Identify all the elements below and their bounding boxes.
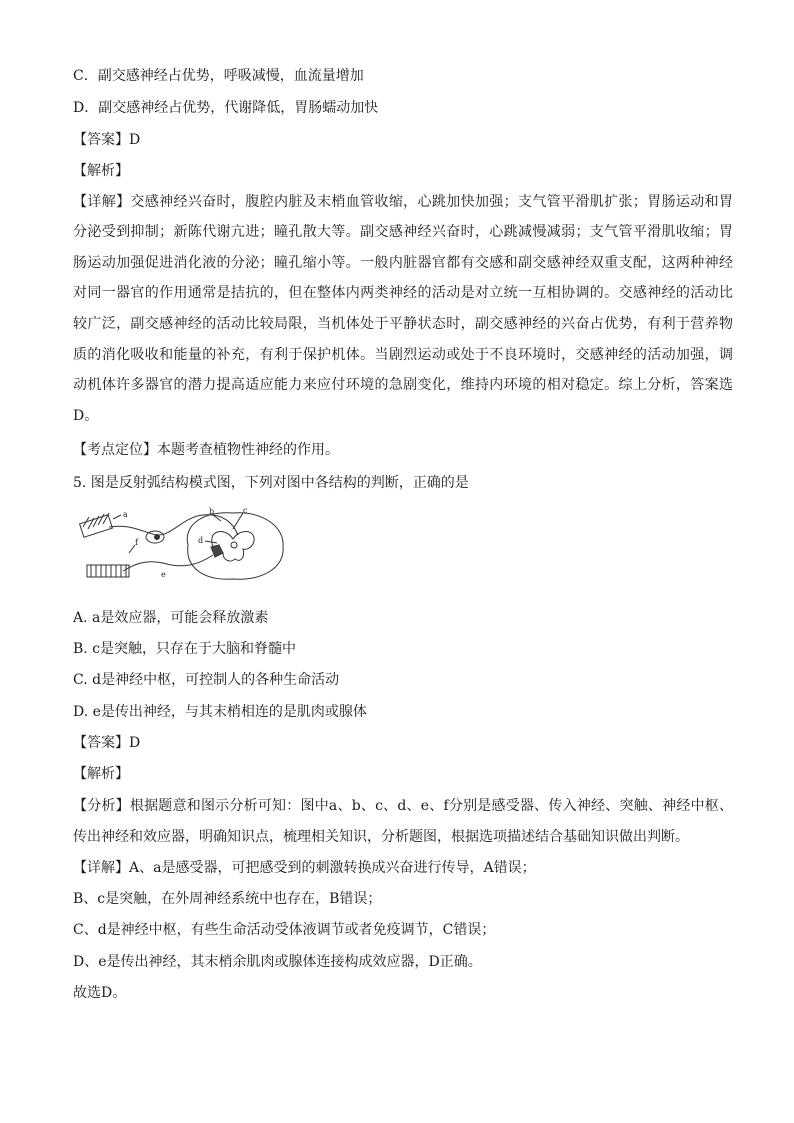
q4-detail-line: D。 [73,408,99,424]
q5-option-d: D. e是传出神经，与其末梢相连的是肌肉或腺体 [73,704,367,720]
q4-detail-line: 对同一器官的作用通常是拮抗的，但在整体内两类神经的活动是对立统一互相协调的。交感神经的活动比 [73,285,733,301]
efferent-nerve [123,555,213,571]
q5-option-c: C. d是神经中枢，可控制人的各种生命活动 [73,672,340,688]
label-b: b [209,507,215,516]
label-f: f [135,538,138,547]
q4-detail-line: 质的消化吸收和能量的补充，有利于保护机体。当剧烈运动或处于不良环境时，交感神经的活动加强，调 [73,347,733,363]
q5-conclusion: 故选D。 [73,985,127,1001]
label-d: d [198,536,204,545]
leader-d [205,541,217,543]
q5-analysis-line: 传出神经和效应器，明确知识点，梳理相关知识，分析题图，根据选项描述结合基础知识做出判断。 [73,829,689,845]
effector-block [87,565,129,577]
q5-detail-line: B、c是突触，在外周神经系统中也存在，B错误； [73,891,382,907]
q4-detail-line: 肠运动加强促进消化液的分泌；瞳孔缩小等。一般内脏器官都有交感和副交感神经双重支配，这两种神经 [73,255,733,271]
q5-detail-line: 【详解】A、a是感受器，可把感受到的刺激转换成兴奋进行传导，A错误； [73,860,536,876]
q4-exam-point: 【考点定位】本题考查植物性神经的作用。 [73,442,339,458]
central-canal [231,542,237,548]
spinal-cord [187,513,283,579]
leader-c [233,513,243,529]
q4-option-c: C．副交感神经占优势，呼吸减慢，血流量增加 [73,68,364,84]
label-c: c [243,506,248,515]
q4-answer: 【答案】D [73,132,141,148]
label-e: e [161,570,166,579]
reflex-arc-figure [73,505,293,587]
q4-detail-line: 动机体许多器官的潜力提高适应能力来应付环境的急剧变化，维持内环境的相对稳定。综上分析，答案选 [73,377,733,393]
q5-answer: 【答案】D [73,735,141,751]
q5-analysis-label: 【解析】 [73,766,129,782]
label-a: a [123,510,128,519]
q4-analysis-label: 【解析】 [73,163,129,179]
q5-detail-line: C、d是神经中枢，有些生命活动受体液调节或者免疫调节，C错误； [73,922,496,938]
q4-detail-line: 【详解】交感神经兴奋时，腹腔内脏及末梢血管收缩，心跳加快加强；支气管平滑肌扩张；胃肠运动和胃 [73,194,733,210]
q4-detail-line: 较广泛，副交感神经的活动比较局限，当机体处于平静状态时，副交感神经的兴奋占优势，有利于营养物 [73,316,733,332]
q5-option-b: B. c是突触，只存在于大脑和脊髓中 [73,641,297,657]
q4-option-d: D．副交感神经占优势，代谢降低，胃肠蠕动加快 [73,100,379,116]
q5-analysis-line: 【分析】根据题意和图示分析可知：图中a、b、c、d、e、f分别是感受器、传入神经、突触、神经中枢、 [73,798,733,814]
q5-detail-line: D、e是传出神经，其末梢余肌肉或腺体连接构成效应器，D正确。 [73,954,482,970]
leader-a [113,515,121,519]
receptor-block [80,515,113,538]
q5-option-a: A. a是效应器，可能会释放激素 [73,610,269,626]
q5-question-stem: 5. 图是反射弧结构模式图，下列对图中各结构的判断，正确的是 [73,475,469,491]
q4-detail-line: 分泌受到抑制；新陈代谢亢进；瞳孔散大等。副交感神经兴奋时，心跳减慢减弱；支气管平滑肌收缩；胃 [73,224,733,240]
